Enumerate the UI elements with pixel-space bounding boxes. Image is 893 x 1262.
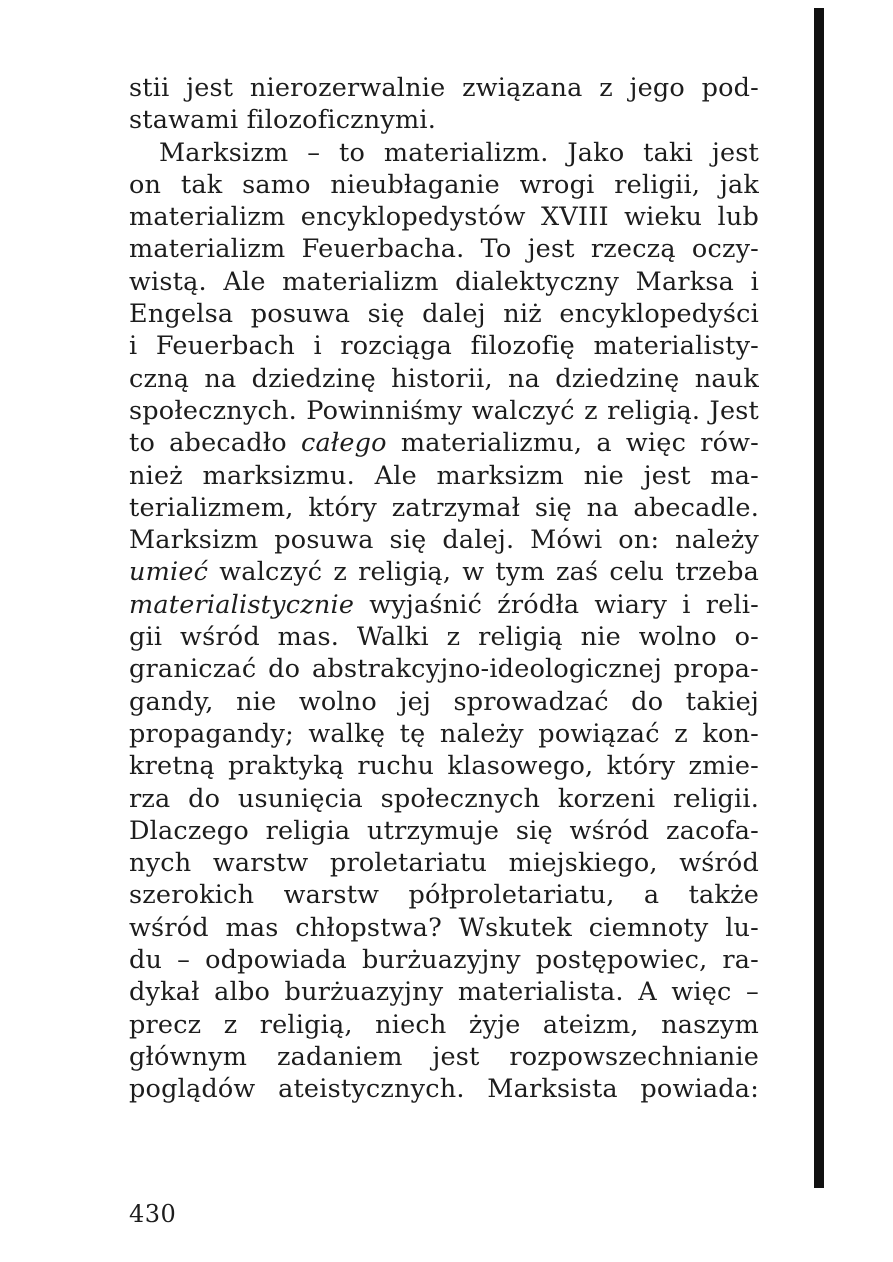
text-line <box>129 330 759 362</box>
text-line <box>129 944 759 976</box>
text-line <box>129 169 759 201</box>
text-segment: społecznych. Powinniśmy walczyć z religią. Jest <box>129 395 759 426</box>
text-line <box>129 653 759 685</box>
text-segment: Marksizm – to materializm. Jako taki jest <box>159 137 759 168</box>
italic-text: umieć <box>129 557 209 588</box>
text-segment: gandy, nie wolno jej sprowadzać do takiej <box>129 686 759 717</box>
text-segment: wśród mas chłopstwa? Wskutek ciemnoty lu- <box>129 912 759 943</box>
text-segment: rza do usunięcia społecznych korzeni religii. <box>129 783 759 814</box>
text-segment: wyjaśnić źródła wiary i reli- <box>354 589 759 620</box>
text-segment: Dlaczego religia utrzymuje się wśród zacofa- <box>129 815 759 846</box>
text-line <box>129 750 759 782</box>
text-line <box>129 621 759 653</box>
text-segment: nych warstw proletariatu miejskiego, wśród <box>129 848 759 879</box>
text-line <box>129 201 759 233</box>
text-line <box>129 1073 759 1105</box>
text-segment: Marksizm posuwa się dalej. Mówi on: należy <box>129 525 759 556</box>
text-segment: walczyć z religią, w tym zaś celu trzeba <box>208 557 759 588</box>
text-segment: gii wśród mas. Walki z religią nie wolno o- <box>129 622 759 653</box>
text-segment: stii jest nierozerwalnie związana z jego pod- <box>129 73 759 103</box>
text-segment: czną na dziedzinę historii, na dziedzinę nauk <box>129 363 759 394</box>
text-segment: materializm encyklopedystów XVIII wieku lub <box>129 202 759 233</box>
text-segment: dykał albo burżuazyjny materialista. A więc – <box>129 977 759 1008</box>
text-segment: propagandy; walkę tę należy powiązać z kon- <box>129 718 759 749</box>
page-number: 430 <box>129 1200 177 1228</box>
text-segment: terializmem, który zatrzymał się na abecadle. <box>129 492 759 523</box>
italic-text: całego <box>300 428 387 459</box>
text-line <box>129 589 759 621</box>
text-line <box>129 1041 759 1073</box>
text-line <box>129 847 759 879</box>
text-segment: precz z religią, niech żyje ateizm, naszym <box>129 1009 759 1040</box>
text-line <box>129 298 759 330</box>
text-line <box>129 363 759 395</box>
text-line <box>129 783 759 815</box>
text-line <box>129 266 759 298</box>
text-line <box>129 524 759 556</box>
italic-text: materialistycznie <box>129 589 355 620</box>
text-line <box>129 233 759 265</box>
text-segment: graniczać do abstrakcyjno-ideologicznej propa- <box>129 654 759 685</box>
text-line <box>129 686 759 718</box>
page-edge-shadow <box>814 8 824 1188</box>
text-segment: Engelsa posuwa się dalej niż encyklopedyści <box>129 299 759 330</box>
text-line <box>129 815 759 847</box>
text-line <box>129 1009 759 1041</box>
text-segment: głównym zadaniem jest rozpowszechnianie <box>129 1041 759 1072</box>
text-segment: i Feuerbach i rozciąga filozofię materialisty- <box>129 331 759 362</box>
text-segment: stawami filozoficznymi. <box>129 105 437 136</box>
text-line <box>129 427 759 459</box>
text-line <box>129 492 759 524</box>
text-line <box>129 72 759 104</box>
text-segment: kretną praktyką ruchu klasowego, który zmie- <box>129 751 759 782</box>
text-line <box>129 137 759 169</box>
text-line <box>129 104 759 136</box>
text-line <box>129 556 759 588</box>
text-segment: szerokich warstw półproletariatu, a także <box>129 880 759 911</box>
text-line <box>129 460 759 492</box>
text-line <box>129 976 759 1008</box>
text-segment: on tak samo nieubłaganie wrogi religii, jak <box>129 169 759 200</box>
text-segment: to abecadło <box>129 428 301 459</box>
text-line <box>129 718 759 750</box>
text-segment: nież marksizmu. Ale marksizm nie jest ma- <box>129 460 759 491</box>
text-line <box>129 879 759 911</box>
text-segment: materializmu, a więc rów- <box>386 428 759 459</box>
body-text <box>129 72 759 1106</box>
text-segment: materializm Feuerbacha. To jest rzeczą oczy- <box>129 234 759 265</box>
text-line <box>129 912 759 944</box>
text-segment: poglądów ateistycznych. Marksista powiada: <box>129 1074 759 1105</box>
text-segment: du – odpowiada burżuazyjny postępowiec, ra- <box>129 945 759 976</box>
text-line <box>129 395 759 427</box>
text-segment: wistą. Ale materializm dialektyczny Marksa i <box>129 266 759 297</box>
